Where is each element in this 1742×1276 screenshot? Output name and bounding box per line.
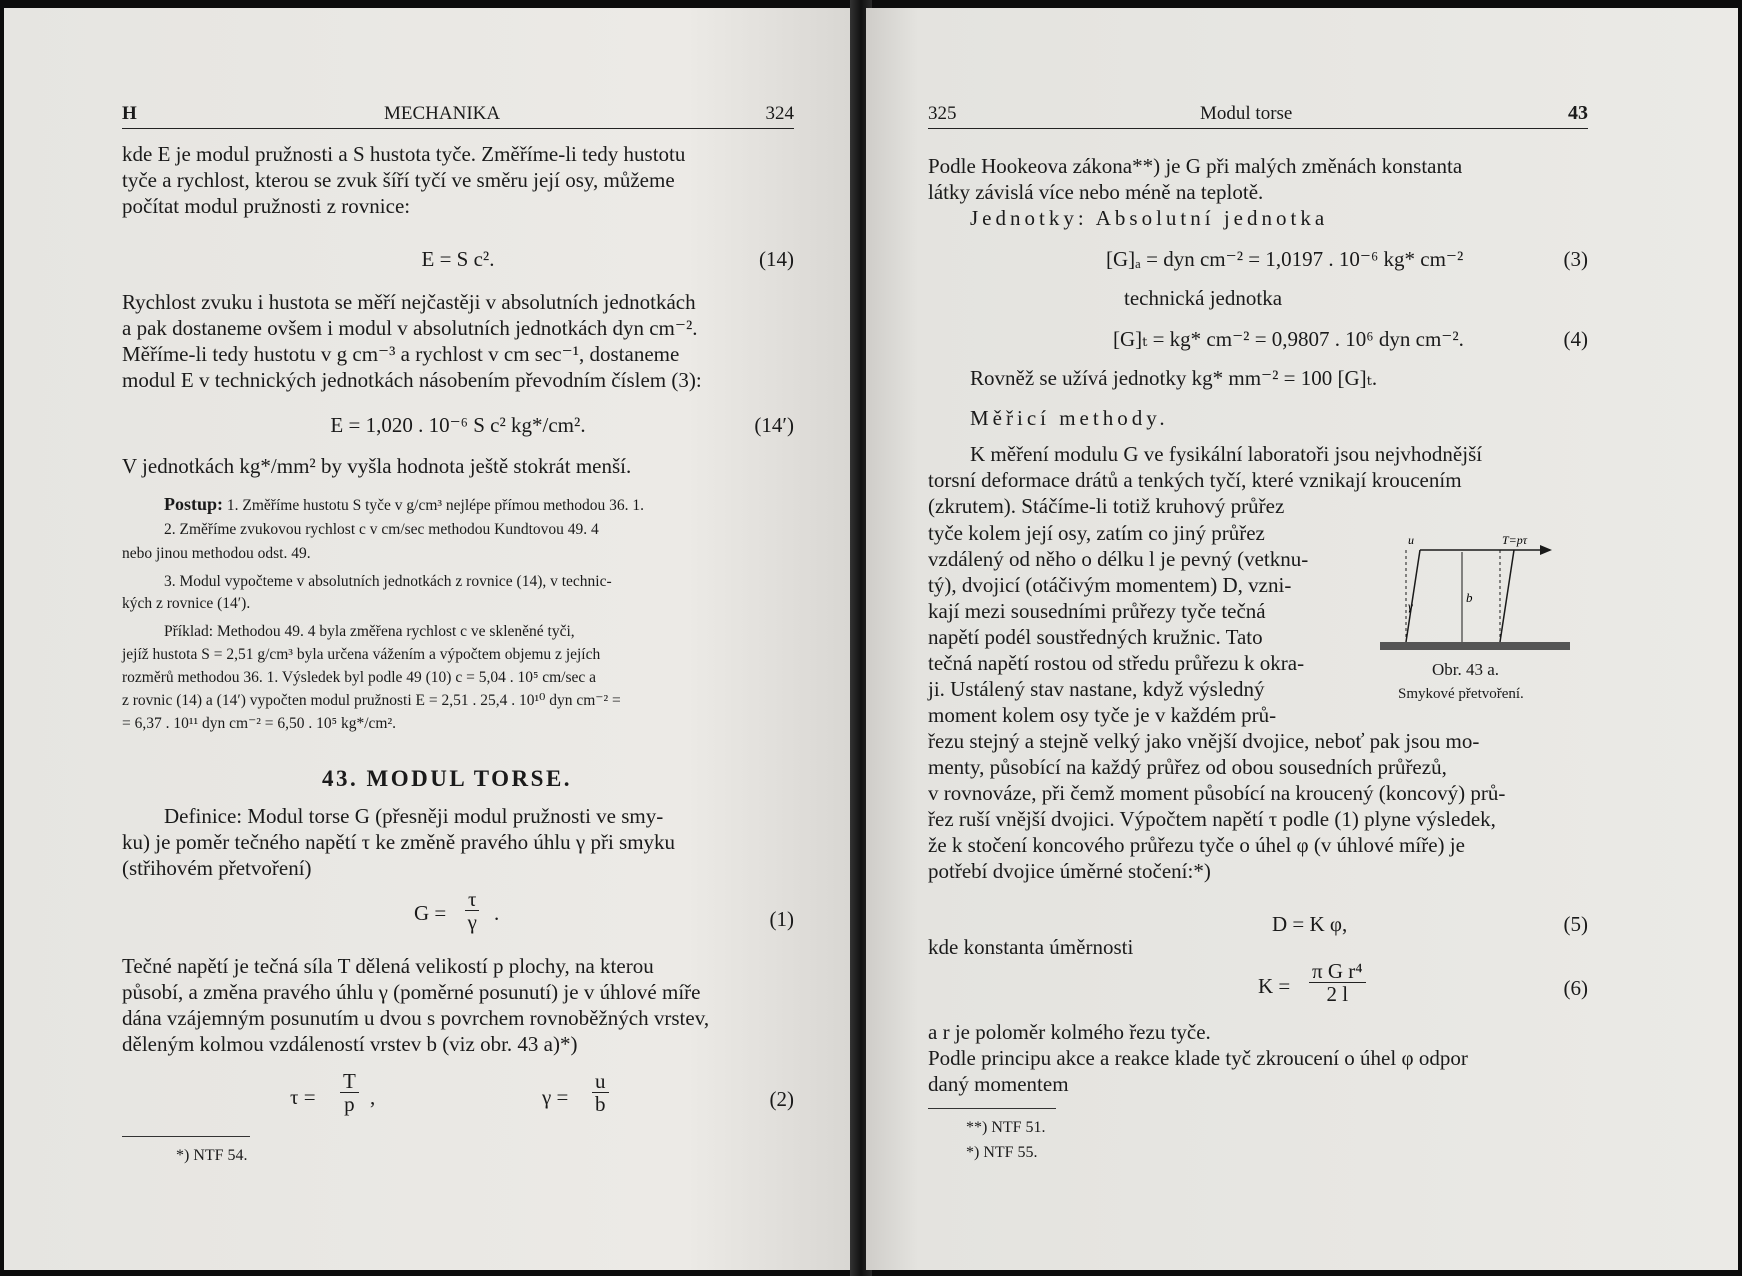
text-line: kají mezi sousedními průřezy tyče tečná <box>928 599 1266 623</box>
equation-lhs: τ = <box>290 1085 316 1109</box>
label-u: u <box>1408 533 1414 547</box>
text-line: Jednotky: Absolutní jednotka <box>970 206 1329 230</box>
equation-6 <box>928 960 1588 1010</box>
text-line: ku) je poměr tečného napětí τ ke změně pravého úhlu γ při smyku <box>122 830 676 854</box>
equation-lhs: G = <box>414 901 447 925</box>
text-line: V jednotkách kg*/mm² by vyšla hodnota ještě stokrát menší. <box>122 454 632 478</box>
equation-formula: [G]ₜ = kg* cm⁻² = 0,9807 . 10⁶ dyn cm⁻². <box>1113 327 1464 351</box>
equation-lhs: γ = <box>542 1085 569 1109</box>
right-page <box>866 8 1738 1270</box>
page-number: 324 <box>765 103 794 124</box>
page-number: 325 <box>928 103 957 124</box>
text-line: v rovnováze, při čemž moment působící na kroucený (koncový) prů- <box>928 781 1506 805</box>
header-title: MECHANIKA <box>384 103 501 124</box>
text-line: Podle Hookeova zákona**) je G při malých změnách konstanta <box>928 154 1463 178</box>
separator: , <box>370 1085 376 1109</box>
deformed-edge-left <box>1406 550 1420 642</box>
equation-number: (14′) <box>754 413 794 437</box>
text-line: děleným kolmou vzdáleností vrstev b (viz obr. 43 a)*) <box>122 1032 578 1056</box>
footnote-rule <box>928 1108 1056 1109</box>
small-text: 1. Změříme hustotu S tyče v g/cm³ nejlépe přímou methodou 36. 1. <box>226 497 644 514</box>
text-line: kde konstanta úměrnosti <box>928 935 1134 959</box>
equation-number: (6) <box>1563 976 1588 1000</box>
text-line: látky závislá více nebo méně na teplotě. <box>928 180 1264 204</box>
fraction <box>592 1070 609 1115</box>
equation-number: (14) <box>759 247 794 271</box>
figure-caption-number: Obr. 43 a. <box>1432 660 1500 679</box>
deformed-edge-right <box>1500 550 1514 642</box>
fraction <box>1309 960 1366 1005</box>
denominator: p <box>344 1092 355 1116</box>
text-line: působí, a změna pravého úhlu γ (poměrné posunutí) je v úhlové míře <box>122 980 701 1004</box>
label-gamma: γ <box>1408 599 1413 613</box>
section-letter: H <box>122 103 137 124</box>
text-line: K měření modulu G ve fysikální laboratoři jsou nejvhodnější <box>970 442 1483 466</box>
numerator: T <box>340 1070 359 1093</box>
text-line: ji. Ustálený stav nastane, když výsledný <box>928 677 1265 701</box>
equation-number: (1) <box>769 907 794 931</box>
postup-label: Postup: <box>164 494 224 514</box>
small-line: jejíž hustota S = 2,51 g/cm³ byla určena vážením a výpočtem objemu z jejích <box>122 646 601 663</box>
left-running-header <box>122 100 794 129</box>
label-b: b <box>1466 590 1473 605</box>
header-title: Modul torse <box>1200 103 1293 124</box>
small-line: Příklad: Methodou 49. 4 byla změřena rychlost c ve skleněné tyči, <box>164 623 575 640</box>
text-line: Tečné napětí je tečná síla T dělená velikostí p plochy, na kterou <box>122 954 654 978</box>
footnote-rule <box>122 1136 250 1137</box>
numerator: τ <box>465 888 479 911</box>
text-line: tyče kolem její osy, zatím co jiný průřez <box>928 521 1265 545</box>
small-line: nebo jinou methodou odst. 49. <box>122 545 311 562</box>
equation-number: (5) <box>1563 912 1588 936</box>
denominator: γ <box>467 910 477 934</box>
text-line: dána vzájemným posunutím u dvou s povrchem rovnoběžných vrstev, <box>122 1006 710 1030</box>
text-line: modul E v technických jednotkách násobením převodním číslem (3): <box>122 368 702 392</box>
fixed-base <box>1380 642 1570 650</box>
small-line: rozměrů methodou 36. 1. Výsledek byl podle 49 (10) c = 5,04 . 10⁵ cm/sec a <box>122 669 597 686</box>
fraction <box>465 888 479 933</box>
small-line: = 6,37 . 10¹¹ dyn cm⁻² = 6,50 . 10⁵ kg*/cm². <box>122 715 396 732</box>
postup-line <box>164 494 644 516</box>
figure-caption-title: Smykové přetvoření. <box>1398 686 1524 702</box>
equation-tail: . <box>494 901 500 925</box>
right-running-header <box>928 100 1588 129</box>
text-line: daný momentem <box>928 1072 1069 1096</box>
footnote: *) NTF 55. <box>966 1144 1038 1161</box>
methods-heading: Měřicí methody. <box>970 406 1169 430</box>
text-line: počítat modul pružnosti z rovnice: <box>122 194 411 218</box>
text-line: napětí podél soustředných kružnic. Tato <box>928 625 1263 649</box>
equation-number: (2) <box>769 1087 794 1111</box>
equation-14-prime <box>122 412 794 438</box>
fraction <box>340 1070 359 1115</box>
text-line: vzdálený od něho o délku l je pevný (vetknu- <box>928 547 1309 571</box>
equation-formula: E = S c². <box>421 247 495 271</box>
section-number: 43 <box>1568 102 1588 124</box>
text-line: tečná napětí rostou od středu průřezu k okra- <box>928 651 1305 675</box>
text-line: Rychlost zvuku i hustota se měří nejčastěji v absolutních jednotkách <box>122 290 696 314</box>
equation-formula: D = K φ, <box>1272 912 1348 936</box>
left-page <box>4 8 856 1270</box>
small-line: z rovnic (14) a (14′) vypočten modul pružnosti E = 2,51 . 25,4 . 10¹⁰ dyn cm⁻² = <box>122 692 621 709</box>
small-line: 2. Změříme zvukovou rychlost c v cm/sec methodou Kundtovou 49. 4 <box>164 521 599 538</box>
numerator: u <box>592 1070 609 1093</box>
equation-formula: [G]ₐ = dyn cm⁻² = 1,0197 . 10⁻⁶ kg* cm⁻² <box>1106 247 1464 271</box>
footnote: **) NTF 51. <box>966 1119 1046 1136</box>
text-line: Podle principu akce a reakce klade tyč zkroucení o úhel φ odpor <box>928 1046 1468 1070</box>
equation-1 <box>122 888 794 938</box>
denominator: 2 l <box>1326 982 1349 1006</box>
equation-number: (3) <box>1563 247 1588 271</box>
text-line: moment kolem osy tyče je v každém prů- <box>928 703 1277 727</box>
label-force: T=pτ <box>1502 533 1528 547</box>
equation-14 <box>122 246 794 272</box>
equation-number: (4) <box>1563 327 1588 351</box>
text-line: tý), dvojicí (otáčivým momentem) D, vzni- <box>928 573 1292 597</box>
text-line: potřebí dvojice úměrné stočení:*) <box>928 859 1211 883</box>
small-line: kých z rovnice (14′). <box>122 595 251 612</box>
equation-formula: E = 1,020 . 10⁻⁶ S c² kg*/cm². <box>330 413 586 437</box>
force-arrow-head <box>1540 545 1552 555</box>
text-line: Rovněž se užívá jednotky kg* mm⁻² = 100 [G]ₜ. <box>970 366 1378 390</box>
text-line: Definice: Modul torse G (přesněji modul pružnosti ve smy- <box>164 804 664 828</box>
section-heading: 43. MODUL TORSE. <box>322 766 573 791</box>
denominator: b <box>595 1092 606 1116</box>
text-line: kde E je modul pružnosti a S hustota tyče. Změříme-li tedy hustotu <box>122 142 686 166</box>
text-line: menty, působící na každý průřez od obou sousedních průřezů, <box>928 755 1447 779</box>
small-line: 3. Modul vypočteme v absolutních jednotkách z rovnice (14), v technic- <box>164 573 612 590</box>
text-line: řezu stejný a stejně velký jako vnější dvojice, neboť pak jsou mo- <box>928 729 1480 753</box>
text-line: torsní deformace drátů a tenkých tyčí, které vznikají kroucením <box>928 468 1462 492</box>
text-line: tyče a rychlost, kterou se zvuk šíří tyčí ve směru její osy, můžeme <box>122 168 675 192</box>
text-line: (střihovém přetvoření) <box>122 856 312 880</box>
numerator: π G r⁴ <box>1309 960 1366 983</box>
shear-deformation-figure <box>1380 530 1570 654</box>
text-line: technická jednotka <box>1124 286 1283 310</box>
text-line: (zkrutem). Stáčíme-li totiž kruhový průřez <box>928 494 1285 518</box>
equation-2 <box>122 1070 794 1124</box>
equation-lhs: K = <box>1258 974 1291 998</box>
text-line: a r je poloměr kolmého řezu tyče. <box>928 1020 1211 1044</box>
text-line: Měříme-li tedy hustotu v g cm⁻³ a rychlost v cm sec⁻¹, dostaneme <box>122 342 680 366</box>
text-line: že k stočení koncového průřezu tyče o úhel φ (v úhlové míře) je <box>928 833 1465 857</box>
text-line: a pak dostaneme ovšem i modul v absolutních jednotkách dyn cm⁻². <box>122 316 698 340</box>
text-line: řez ruší vnější dvojici. Výpočtem napětí τ podle (1) plyne výsledek, <box>928 807 1496 831</box>
footnote: *) NTF 54. <box>176 1147 248 1164</box>
